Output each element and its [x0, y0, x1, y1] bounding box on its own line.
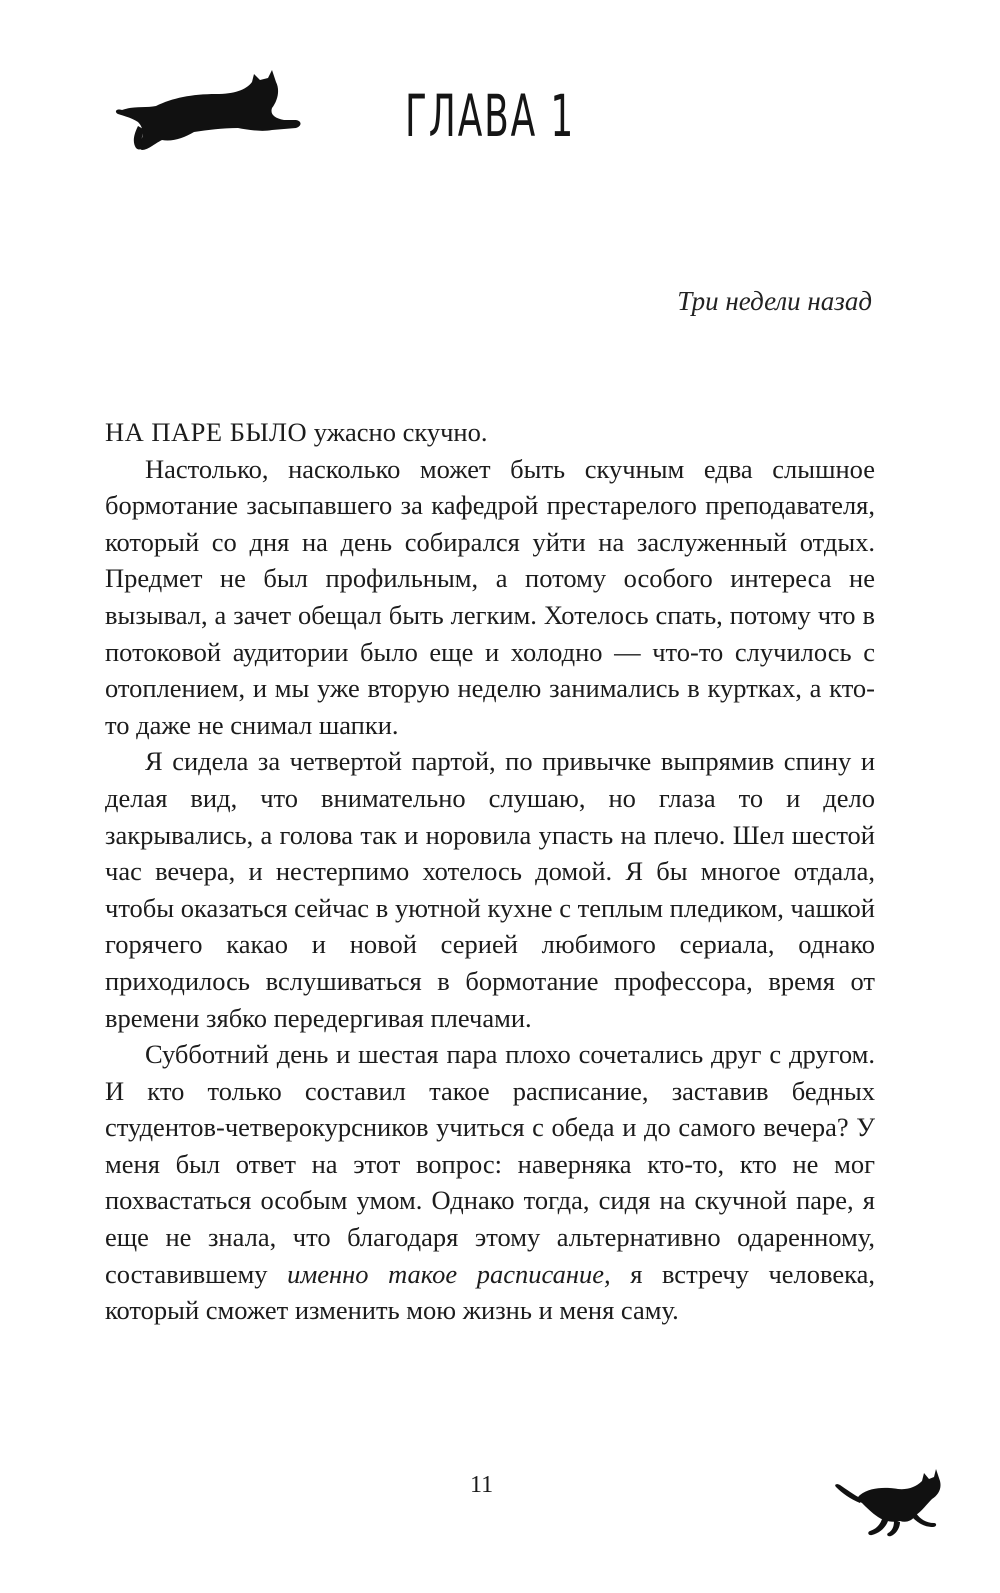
lying-cat-icon — [112, 68, 307, 158]
chapter-body — [105, 414, 875, 1329]
paragraph-4-text-before: Субботний день и шестая пара плохо сочетались друг с другом. И кто только составил такое расписание, заставив бедных студентов-четверокурсников учиться с обеда и до самого вечера? У меня был ответ на этот вопрос: наверняка кто-то, кто не мог похвастаться особым умом. Однако тогда, сидя на скучной паре, я еще не знала, что благодаря этому альтернативно одаренному, составившему — [105, 1039, 875, 1289]
chapter-title: ГЛАВА 1 — [405, 82, 576, 150]
paragraph-4-emphasis: именно такое расписание, — [287, 1258, 611, 1289]
paragraph-1-lead: НА ПАРЕ БЫЛО — [105, 417, 308, 447]
page-number: 11 — [470, 1472, 494, 1498]
running-cat-icon — [830, 1465, 945, 1537]
chapter-subtitle: Три недели назад — [677, 286, 872, 316]
paragraph-2: Настолько, насколько может быть скучным едва слышное бормотание засыпавшего за кафедрой престарелого преподавателя, который со дня на день собирался уйти на заслуженный отдых. Предмет не был профильным, а потому особого интереса не вызывал, а зачет обещал быть легким. Хотелось спать, потому что в потоковой аудитории было еще и холодно — что-то случилось с отоплением, и мы уже вторую неделю занимались в куртках, а кто-то даже не снимал шапки. — [105, 453, 875, 740]
paragraph-4 — [105, 1036, 875, 1329]
paragraph-4-text-after: я встречу человека, который сможет изменить мою жизнь и меня саму. — [105, 1258, 876, 1326]
paragraph-1 — [105, 414, 875, 451]
paragraph-1-text: ужасно скучно. — [307, 417, 488, 447]
paragraph-3: Я сидела за четвертой партой, по привычке выпрямив спину и делая вид, что внимательно слушаю, но глаза то и дело закрывались, а голова так и норовила упасть на плечо. Шел шестой час вечера, и нестерпимо хотелось домой. Я бы многое отдала, чтобы оказаться сейчас в уютной кухне с теплым пледиком, чашкой горячего какао и новой серией любимого сериала, однако приходилось вслушиваться в бормотание профессора, время от времени зябко передергивая плечами. — [105, 746, 875, 1033]
